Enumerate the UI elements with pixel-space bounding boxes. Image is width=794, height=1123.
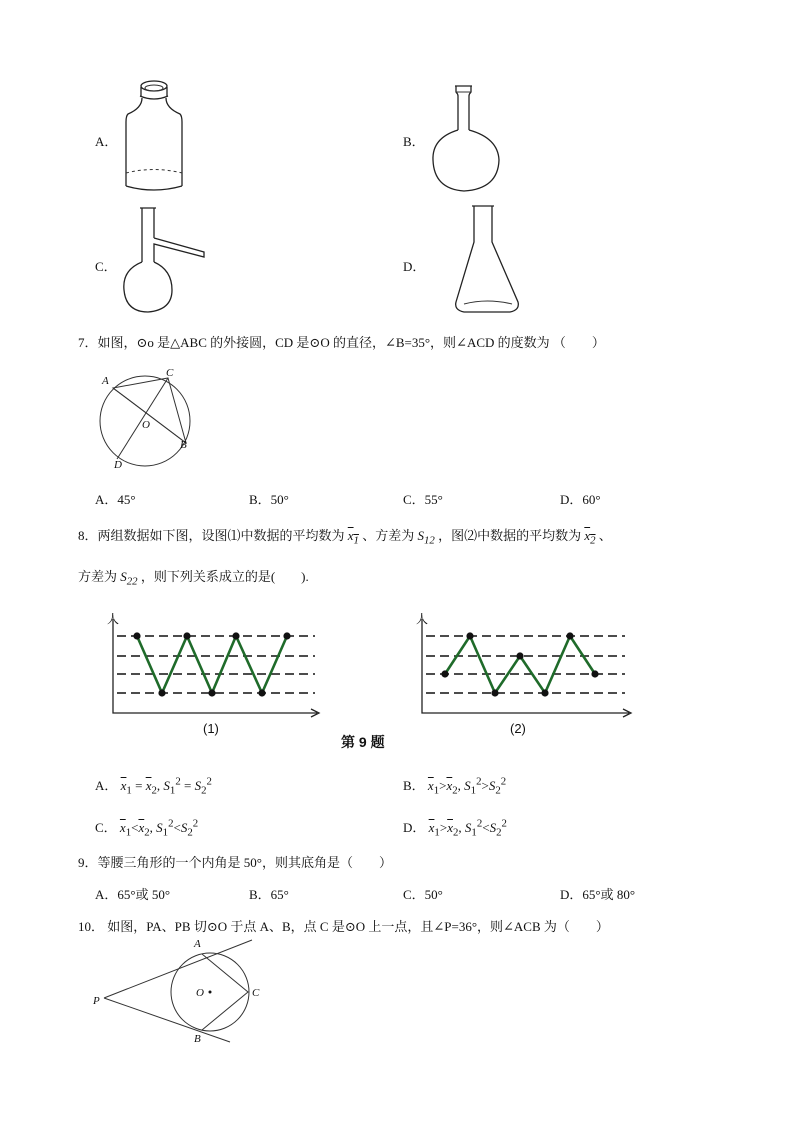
q8-s22-symbol [120,569,138,588]
q8-left-point [183,632,190,639]
q8-x1-sub: 1 [353,534,359,547]
q8-text-d: 、 [598,528,612,543]
q6-option-a-letter: A． [95,134,118,149]
q8-option-a-letter: A． [95,778,118,793]
q8-x2-sub: 2 [590,534,596,547]
q8-option-b-letter: B． [403,778,425,793]
q7-label-d: D [114,459,122,471]
q8-s12-letter: S [417,528,424,543]
q8-s22-letter: S [120,569,127,584]
q8-option-b-rel2: > [481,778,489,793]
q8-x2-letter: x [584,528,591,543]
q8-option-c: C． $\overline{x}_1<\overline{x}_2$, $S_1^2<S_2^2$ [95,817,199,839]
q10-question-text: 10． 如图，PA、PB 切⊙O 于点 A、B，点 C 是⊙O 上一点，且∠P=36°，则∠ACB 为（ ） [78,919,609,934]
q8-option-c-rel1: < [131,820,139,835]
q7-option-b: B．50° [249,492,289,507]
reagent-bottle-icon [120,78,192,193]
q7-label-a: A [102,375,109,387]
q8-left-label: (1) [203,721,219,736]
q8-option-a-rel2: = [183,778,192,793]
q8-left-point [158,689,165,696]
q8-right-axis-label: 人 [416,612,429,626]
q8-left-point [208,689,215,696]
round-bottom-flask-icon [428,82,508,194]
q7-option-d: D．60° [560,492,601,507]
q8-right-point [441,670,448,677]
q8-right-point [541,689,548,696]
q8-text-f: ，则下列关系成立的是( ). [140,569,309,584]
q10-label-o: O [196,987,204,999]
q10-label-a: A [194,938,201,950]
q8-left-point [133,632,140,639]
q7-circle-figure [96,366,196,472]
q7-label-o: O [142,419,150,431]
q10-label-b: B [194,1033,201,1045]
q8-text-e: 方差为 [78,569,118,584]
q9-option-c: C．50° [403,887,443,902]
q8-left-point [232,632,239,639]
q8-left-point [283,632,290,639]
q8-s12-symbol [417,528,435,547]
q8-right-point [516,652,523,659]
q8-option-d-rel2: < [482,820,490,835]
q8-option-d-letter: D． [403,820,426,835]
q8-option-a: A． $\overline{x}_1 = \overline{x}_2$, $S_1^2 = S_2^2$ [95,775,212,797]
q6-option-d-letter: D． [403,259,426,274]
q7-option-a: A．45° [95,492,136,507]
q7-label-c: C [166,367,174,379]
q10-tangent-figure [90,938,270,1048]
q6-option-c-letter: C． [95,259,117,274]
q10-label-p: P [93,995,100,1007]
q8-right-point [566,632,573,639]
q8-x1-letter: x [347,528,354,543]
q8-right-point [491,689,498,696]
q8-s22-sub: 22 [126,575,138,588]
q7-label-b: B [180,439,187,451]
q8-option-c-letter: C． [95,820,117,835]
q6-option-b-letter: B． [403,134,425,149]
q8-text-b: 、方差为 [362,528,415,543]
q8-option-b-rel1: > [439,778,447,793]
q8-option-a-rel1: = [135,778,143,793]
q8-figure-caption: 第 9 题 [341,734,385,750]
q8-x2-symbol [584,528,596,547]
q8-question-line2 [78,566,309,588]
q8-data-figure [95,605,640,755]
q9-option-b: B．65° [249,887,289,902]
q8-option-c-rel2: < [173,820,181,835]
distilling-flask-icon [120,204,210,316]
q8-option-d: D． $\overline{x}_1>\overline{x}_2$, $S_1^2<S_2^2$ [403,817,507,839]
q10-label-c: C [252,987,260,999]
q8-left-axis-label: 人 [107,612,120,626]
q8-question-line1 [78,525,612,547]
q8-text-c: ，图⑵中数据的平均数为 [438,528,582,543]
q8-option-d-rel1: > [439,820,448,835]
q8-option-b: B． $\overline{x}_1>\overline{x}_2$, $S_1^2>S_2^2$ [403,775,507,797]
q9-option-a: A．65°或 50° [95,887,171,902]
q8-s12-sub: 12 [423,534,435,547]
q9-question-text: 9．等腰三角形的一个内角是 50°，则其底角是（ ） [78,855,392,870]
q8-right-label: (2) [510,721,526,736]
q9-option-d: D．65°或 80° [560,887,636,902]
q7-option-c: C．55° [403,492,443,507]
q8-right-point [591,670,598,677]
q8-text-a: 8．两组数据如下图，设图⑴中数据的平均数为 [78,528,345,543]
conical-flask-icon [450,202,528,318]
q8-left-point [258,689,265,696]
q7-question-text: 7．如图，⊙o 是△ABC 的外接圆，CD 是⊙O 的直径，∠B=35°，则∠ACD 的度数为 （ ） [78,335,605,350]
q8-x1-symbol [347,528,359,547]
q8-right-point [466,632,473,639]
